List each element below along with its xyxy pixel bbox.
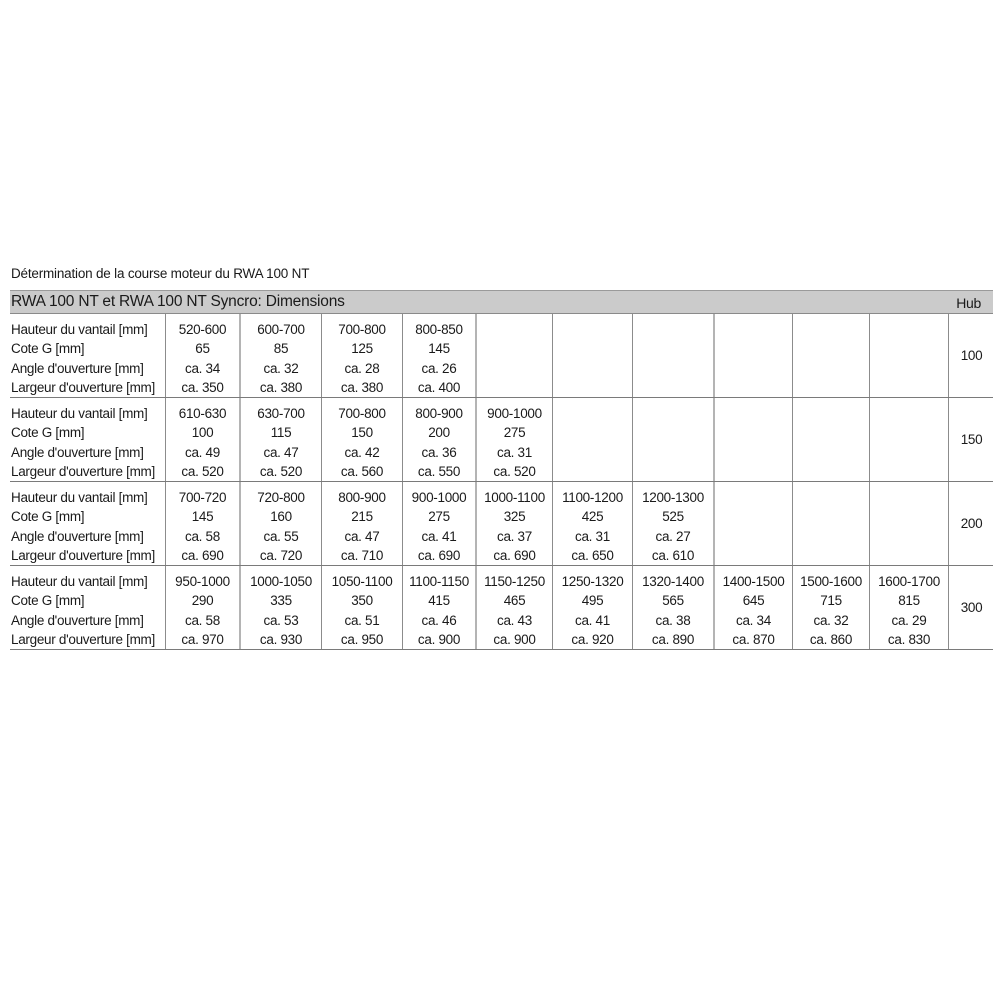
table-cell [402,398,475,481]
cell-value: ca. 41 [575,612,610,628]
cell-value: ca. 920 [571,631,614,647]
cell-value: ca. 27 [655,528,691,544]
cell-value: ca. 610 [651,547,695,563]
cell-value: ca. 870 [732,631,775,647]
table-cell [632,566,713,649]
row-label: Angle d'ouverture [mm] [11,360,144,376]
table-cell [402,566,475,649]
cell-value: 715 [820,593,842,609]
row-label: Largeur d'ouverture [mm] [11,547,155,563]
cell-value: 1320-1400 [642,574,704,589]
cell-value: ca. 46 [421,612,457,628]
cell-value: ca. 380 [340,379,384,395]
cell-value: ca. 520 [259,463,303,479]
cell-value: 700-720 [178,490,227,505]
cell-value: ca. 55 [263,528,299,544]
table-cell [165,482,239,565]
cell-value: ca. 26 [421,360,457,376]
cell-value: 115 [270,425,292,441]
cell-value: 1600-1700 [878,574,940,589]
table-cell [321,398,402,481]
cell-value: 800-900 [415,406,463,421]
table-cell [239,398,321,481]
row-labels [11,404,155,481]
cell-value: ca. 31 [575,528,610,544]
row-label: Angle d'ouverture [mm] [11,612,144,628]
cell-value: ca. 34 [736,612,771,628]
cell-value: 1400-1500 [722,574,785,589]
cell-value: ca. 28 [344,360,380,376]
table-cell [165,566,239,649]
row-label: Angle d'ouverture [mm] [11,444,144,460]
cell-value: 800-900 [338,490,386,505]
table-cell [239,314,321,397]
cell-value: 275 [428,509,450,525]
table-cell [402,482,475,565]
cell-value: 335 [270,593,292,609]
cell-value: ca. 58 [185,612,220,628]
table-cell [869,398,948,481]
table-cell [792,398,869,481]
cell-value: 325 [503,509,526,525]
table-cell [713,482,792,565]
cell-value: ca. 650 [571,547,614,563]
cell-value: 275 [503,425,526,441]
cell-value: 85 [273,341,289,357]
cell-value: 65 [195,341,210,357]
table-cell [632,314,713,397]
cell-value: ca. 47 [263,444,299,460]
cell-value: 630-700 [257,406,305,421]
cell-value: 525 [662,509,684,525]
cell-value: ca. 520 [493,463,536,479]
cell-value: 1200-1300 [642,490,704,505]
row-label: Cote G [mm] [11,341,85,357]
table-cell [552,566,632,649]
cell-value: 600-700 [257,322,305,337]
cell-value: 215 [351,509,373,525]
cell-value: ca. 47 [344,528,380,544]
dimensions-table [10,290,993,650]
cell-value: 1100-1200 [562,490,623,505]
cell-value: ca. 34 [185,360,220,376]
cell-value: ca. 42 [344,444,380,460]
cell-value: 1500-1600 [800,574,862,589]
cell-value: 700-800 [338,406,386,421]
cell-value: 1100-1150 [409,574,469,589]
row-labels [11,320,155,397]
cell-value: 415 [428,593,450,609]
table-cell [792,566,869,649]
cell-value: ca. 38 [655,612,691,628]
table-cell [632,482,713,565]
table-cell [165,398,239,481]
cell-value: ca. 51 [344,612,380,628]
table-cell [713,566,792,649]
cell-value: ca. 49 [185,444,220,460]
cell-value: 700-800 [338,322,386,337]
cell-value: 290 [191,593,214,609]
row-label: Cote G [mm] [11,509,85,525]
cell-value: ca. 690 [493,547,536,563]
cell-value: 350 [351,593,373,609]
cell-value: ca. 43 [497,612,532,628]
table-cell [475,398,552,481]
cell-value: ca. 41 [421,528,457,544]
cell-value: 1050-1100 [331,574,393,589]
cell-value: ca. 950 [340,631,384,647]
cell-value: ca. 860 [809,631,853,647]
cell-value: ca. 400 [417,379,461,395]
cell-value: 495 [581,593,604,609]
table-row-group [10,398,993,482]
cell-value: 610-630 [178,406,227,421]
cell-value: 125 [351,341,373,357]
cell-value: ca. 970 [181,631,224,647]
cell-value: 800-850 [415,322,463,337]
table-cell [475,566,552,649]
cell-value: ca. 900 [417,631,461,647]
cell-value: ca. 900 [493,631,536,647]
table-cell [792,482,869,565]
table-cell [321,314,402,397]
table-cell [552,482,632,565]
table-cell [475,482,552,565]
table-row-group [10,314,993,398]
table-cell [239,482,321,565]
cell-value: ca. 720 [259,547,303,563]
cell-value: 465 [503,593,526,609]
cell-value: 425 [581,509,604,525]
row-labels [11,488,155,565]
row-labels [11,572,155,649]
cell-value: ca. 36 [421,444,457,460]
cell-value: 160 [270,509,292,525]
table-cell [632,398,713,481]
table-cell [792,314,869,397]
cell-value: 145 [191,509,214,525]
cell-value: 815 [898,593,920,609]
table-cell [713,398,792,481]
cell-value: 150 [351,425,373,441]
row-label: Hauteur du vantail [mm] [11,322,148,337]
cell-value: 1250-1320 [561,574,624,589]
table-cell [165,314,239,397]
cell-value: 900-1000 [411,490,467,505]
hub-value: 100 [948,314,994,397]
cell-value: ca. 930 [259,631,303,647]
cell-value: ca. 520 [181,463,224,479]
cell-value: 200 [428,425,450,441]
table-cell [869,482,948,565]
cell-value: ca. 32 [263,360,299,376]
cell-value: 900-1000 [487,406,542,421]
row-label: Hauteur du vantail [mm] [11,490,148,505]
table-cell [321,566,402,649]
row-label: Largeur d'ouverture [mm] [11,379,155,395]
row-label: Hauteur du vantail [mm] [11,406,148,421]
cell-value: 145 [428,341,450,357]
hub-value: 150 [948,398,994,481]
cell-value: ca. 710 [340,547,384,563]
cell-value: ca. 550 [417,463,461,479]
cell-value: 565 [662,593,684,609]
row-label: Angle d'ouverture [mm] [11,528,144,544]
hub-value: 200 [948,482,994,565]
table-cell [239,566,321,649]
row-label: Largeur d'ouverture [mm] [11,463,155,479]
cell-value: ca. 37 [497,528,532,544]
cell-value: ca. 830 [887,631,931,647]
cell-value: 1150-1250 [484,574,545,589]
cell-value: 100 [191,425,214,441]
table-cell [321,482,402,565]
table-cell [713,314,792,397]
cell-value: ca. 31 [497,444,532,460]
table-cell [552,398,632,481]
cell-value: ca. 890 [651,631,695,647]
row-label: Cote G [mm] [11,593,85,609]
row-label: Hauteur du vantail [mm] [11,574,148,589]
table-row-group [10,566,993,650]
table-cell [869,314,948,397]
table-cell [402,314,475,397]
table-row-group [10,482,993,566]
cell-value: ca. 29 [891,612,927,628]
cell-value: ca. 380 [259,379,303,395]
cell-value: 720-800 [257,490,305,505]
table-header [10,290,993,314]
cell-value: ca. 53 [263,612,299,628]
cell-value: ca. 690 [417,547,461,563]
cell-value: 1000-1050 [250,574,312,589]
cell-value: 950-1000 [175,574,230,589]
cell-value: 520-600 [178,322,227,337]
row-label: Cote G [mm] [11,425,85,441]
cell-value: ca. 690 [181,547,224,563]
table-title: RWA 100 NT et RWA 100 NT Syncro: Dimensions [11,293,345,310]
table-caption: Détermination de la course moteur du RWA 100 NT [11,266,310,281]
table-body [10,314,993,650]
table-cell [475,314,552,397]
cell-value: ca. 32 [813,612,849,628]
cell-value: 1000-1100 [484,490,545,505]
cell-value: ca. 560 [340,463,384,479]
hub-value: 300 [948,566,994,649]
cell-value: 645 [742,593,765,609]
cell-value: ca. 58 [185,528,220,544]
table-cell [869,566,948,649]
cell-value: ca. 350 [181,379,224,395]
table-cell [552,314,632,397]
row-label: Largeur d'ouverture [mm] [11,631,155,647]
hub-header: Hub [956,295,981,311]
